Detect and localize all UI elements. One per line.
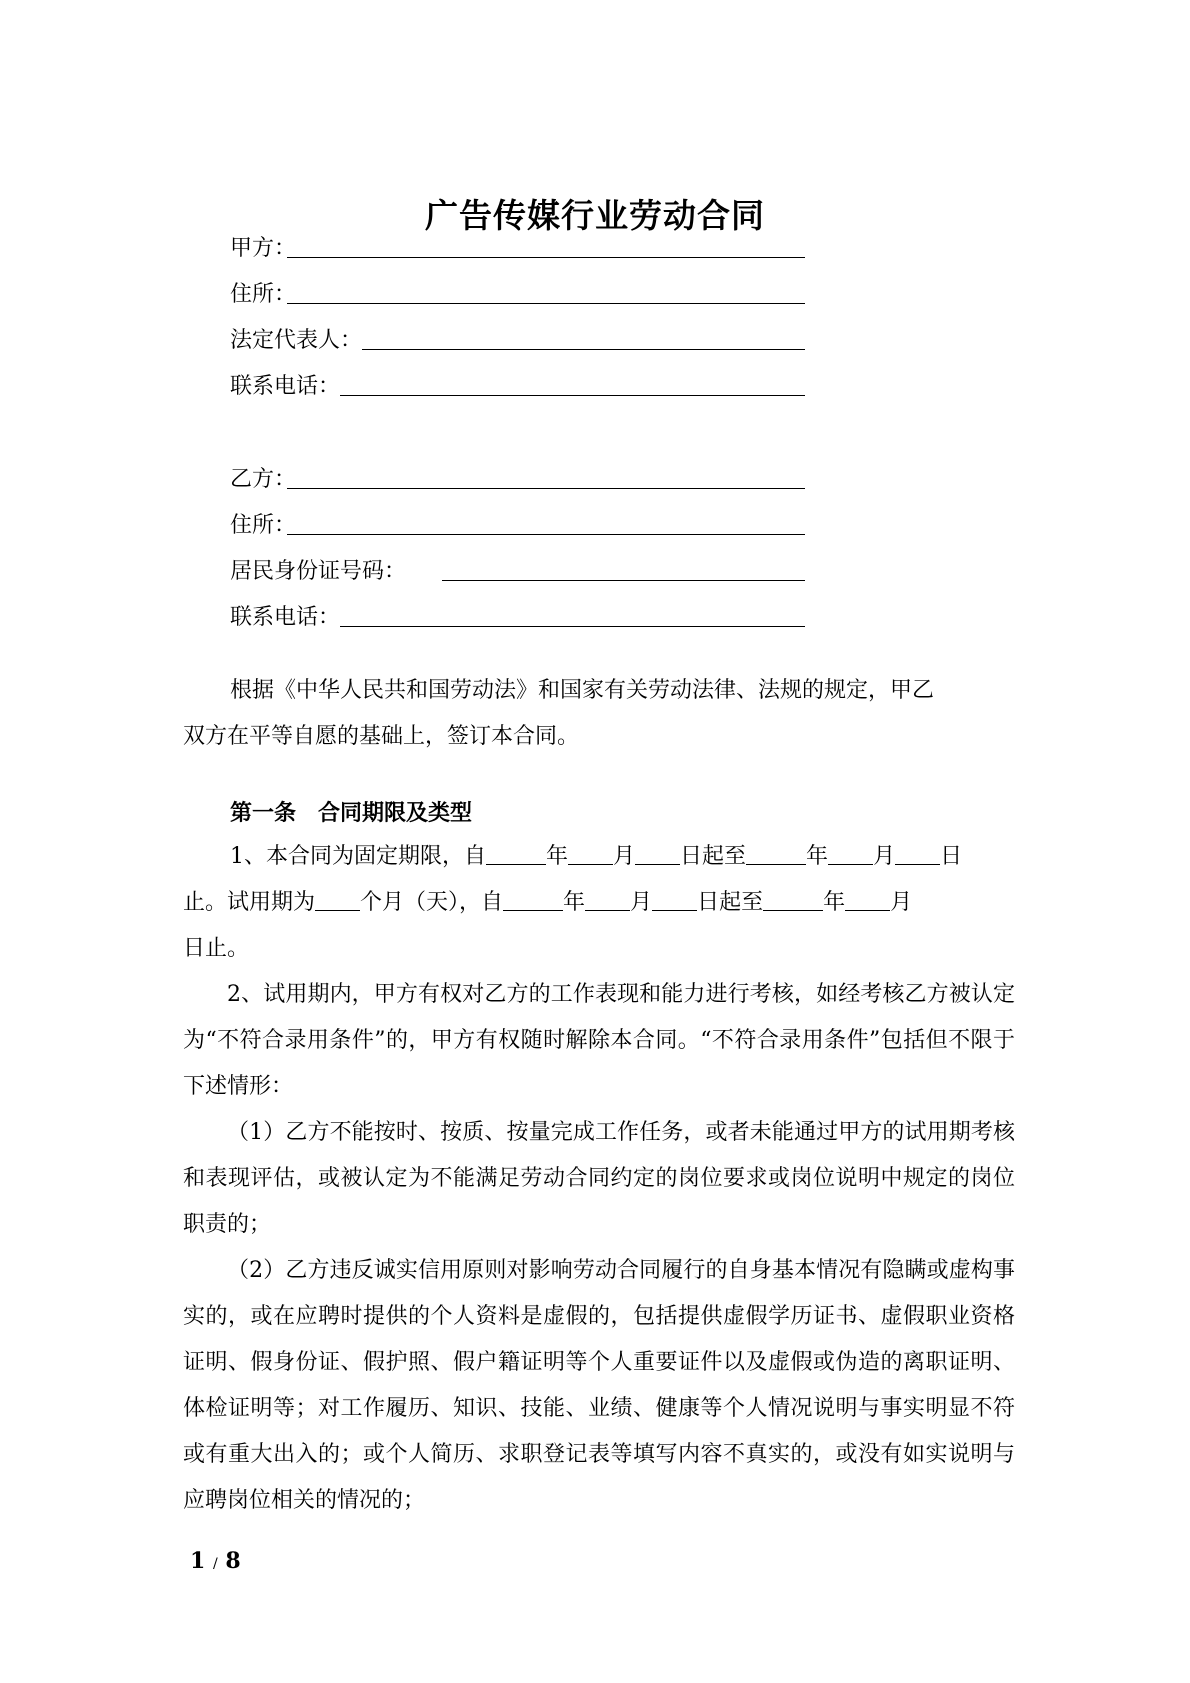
party-b-id-field: [230, 553, 805, 587]
end-year-blank[interactable]: [746, 842, 806, 865]
party-b-name-label: 乙方：: [230, 467, 297, 492]
probation-start-month-blank[interactable]: [585, 888, 630, 911]
party-b-address-field: [230, 507, 805, 541]
party-a-name-blank[interactable]: [287, 257, 805, 258]
party-b-phone-blank[interactable]: [340, 626, 805, 627]
current-page: 1: [190, 1548, 206, 1574]
party-b-id-blank[interactable]: [442, 580, 805, 581]
end-month-blank[interactable]: [828, 842, 873, 865]
article-1-title: 合同期限及类型: [318, 801, 473, 826]
article-1-clause-1: [183, 834, 1015, 972]
party-a-legal-rep-blank[interactable]: [362, 349, 805, 350]
start-month-blank[interactable]: [568, 842, 613, 865]
total-pages: 8: [225, 1548, 241, 1574]
article-1-item-2: （2）乙方违反诚实信用原则对影响劳动合同履行的自身基本情况有隐瞒或虚构事实的，或在应聘时提供的个人资料是虚假的，包括提供虚假学历证书、虚假职业资格证明、假身份证、假护照、假户籍证明等个人重要证件以及虚假或伪造的离职证明、体检证明等；对工作履历、知识、技能、业绩、健康等个人情况说明与事实明显不符或有重大出入的；或个人简历、求职登记表等填写内容不真实的，或没有如实说明与应聘岗位相关的情况的；: [183, 1258, 1015, 1513]
party-a-name-label: 甲方：: [230, 236, 297, 261]
party-a-phone-blank[interactable]: [340, 395, 805, 396]
article-1-clause-2: 2、试用期内，甲方有权对乙方的工作表现和能力进行考核，如经考核乙方被认定为“不符合录用条件”的，甲方有权随时解除本合同。“不符合录用条件”包括但不限于下述情形：: [183, 982, 1015, 1099]
article-1-item-1: （1）乙方不能按时、按质、按量完成工作任务，或者未能通过甲方的试用期考核和表现评估，或被认定为不能满足劳动合同约定的岗位要求或岗位说明中规定的岗位职责的；: [183, 1120, 1015, 1237]
party-b-phone-label: 联系电话：: [230, 605, 341, 630]
party-a-address-field: [230, 276, 805, 310]
start-year-blank[interactable]: [486, 842, 546, 865]
probation-months-blank[interactable]: [315, 888, 360, 911]
party-b-name-field: [230, 461, 805, 495]
clause-1-line-2: 止。试用期为 个月（天），自 年 月 日起至 年 月: [183, 890, 913, 915]
probation-start-day-blank[interactable]: [652, 888, 697, 911]
article-1-heading: [230, 796, 472, 827]
page-number: [190, 1548, 241, 1574]
party-a-address-label: 住所：: [230, 282, 297, 307]
page-separator: /: [212, 1556, 218, 1572]
probation-end-year-blank[interactable]: [763, 888, 823, 911]
party-b-id-label: 居民身份证号码：: [230, 559, 407, 584]
intro-paragraph: [183, 668, 1015, 760]
party-a-legal-rep-label: 法定代表人：: [230, 328, 363, 353]
clause-1-line-1: 1、本合同为固定期限，自 年 月 日起至 年 月 日: [230, 844, 963, 869]
end-day-blank[interactable]: [895, 842, 940, 865]
party-a-phone-field: [230, 368, 805, 402]
party-b-address-blank[interactable]: [287, 534, 805, 535]
probation-start-year-blank[interactable]: [503, 888, 563, 911]
party-a-phone-label: 联系电话：: [230, 374, 341, 399]
party-a-name-field: [230, 230, 805, 264]
start-day-blank[interactable]: [635, 842, 680, 865]
probation-end-month-blank[interactable]: [845, 888, 890, 911]
clause-1-line-3: 日止。: [183, 936, 250, 961]
intro-line-1: 根据《中华人民共和国劳动法》和国家有关劳动法律、法规的规定，甲乙: [230, 678, 935, 703]
intro-line-2: 双方在平等自愿的基础上，签订本合同。: [183, 724, 580, 749]
party-a-legal-rep-field: [230, 322, 805, 356]
party-b-name-blank[interactable]: [287, 488, 805, 489]
party-b-address-label: 住所：: [230, 513, 297, 538]
document-title: 广告传媒行业劳动合同: [425, 196, 765, 235]
article-1-number: 第一条: [230, 801, 297, 826]
party-b-phone-field: [230, 599, 805, 633]
party-a-address-blank[interactable]: [287, 303, 805, 304]
